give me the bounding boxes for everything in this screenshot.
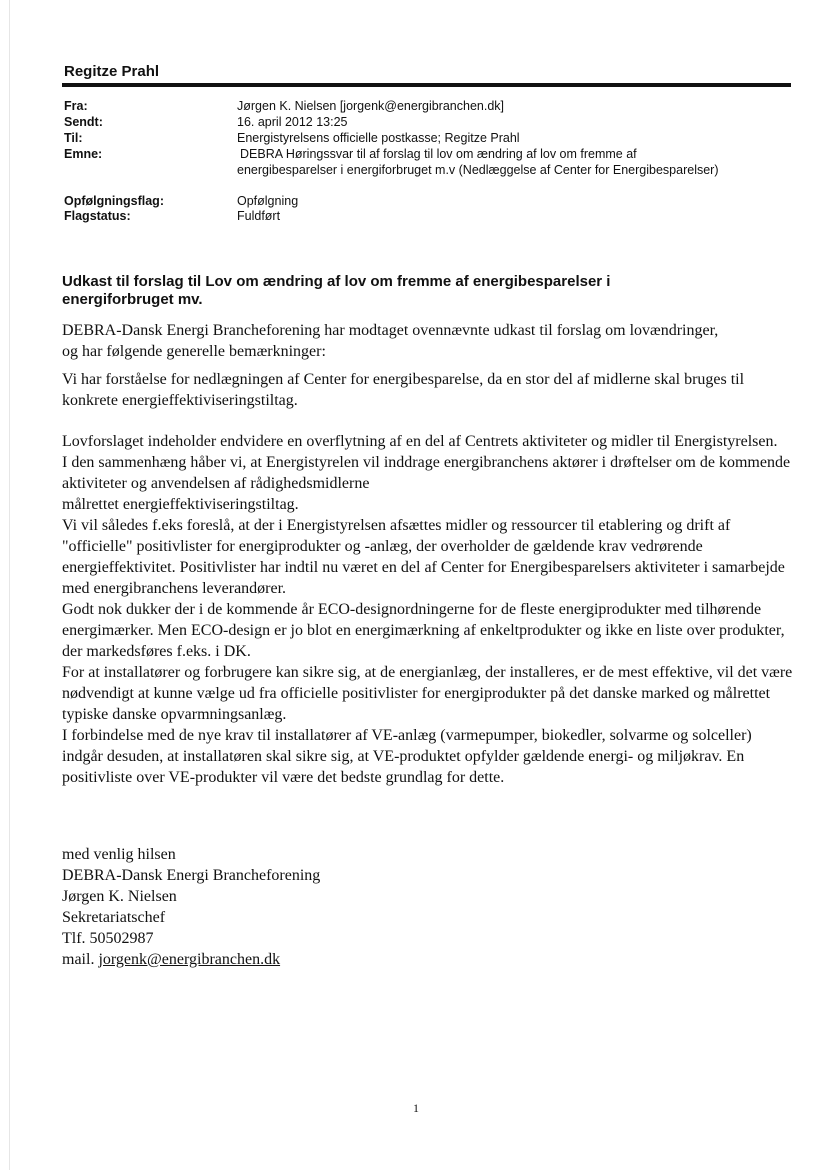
letter-title — [62, 273, 762, 309]
flag-label-status: Flagstatus: — [64, 209, 131, 223]
field-label-subject: Emne: — [64, 147, 103, 161]
signature-mail-prefix: mail. — [62, 951, 99, 968]
signature-mail-line — [62, 949, 320, 970]
header-rule — [62, 83, 791, 87]
main-line-3: målrettet energieffektiviseringstiltag. — [62, 496, 299, 513]
paragraph-main — [62, 431, 794, 788]
paragraph-understanding-text: Vi har forståelse for nedlægningen af Center for energibesparelse, da en stor del af midlerne skal bruges til konkrete energieffektiviseringstiltag. — [62, 371, 745, 409]
signature-title: Sekretariatschef — [62, 909, 166, 926]
scan-edge-line — [9, 0, 10, 1170]
main-line-2: I den sammenhæng håber vi, at Energistyrelen vil inddrage energibranchens aktører i drøftelser om de kommende aktiviteter og anvendelsen af rådighedsmidlerne — [62, 454, 791, 492]
signature-phone: Tlf. 50502987 — [62, 930, 154, 947]
paragraph-understanding — [62, 369, 792, 411]
letter-title-line-1: Udkast til forslag til Lov om ændring af lov om fremme af energibesparelser i — [62, 273, 611, 290]
paragraph-intro-text: DEBRA-Dansk Energi Brancheforening har modtaget ovennævnte udkast til forslag om lovændringer, og har følgende generelle bemærkninger: — [62, 322, 719, 360]
main-line-4: Vi vil således f.eks foreslå, at der i Energistyrelsen afsættes midler og ressourcer til etablering og drift af "officielle" positivlister for energiprodukter og -anlæg, der overholder de gældende krav vedrørende energieffektivitet. Positivlister har indtil nu været en del af Center for Energibesparelsers aktiviteter i samarbejde med energibranchens leverandører. — [62, 517, 785, 597]
field-value-from: Jørgen K. Nielsen [jorgenk@energibranchen.dk] — [237, 99, 504, 113]
field-label-to: Til: — [64, 131, 83, 145]
paragraph-intro — [62, 320, 722, 362]
main-line-6: For at installatører og forbrugere kan sikre sig, at de energianlæg, der installeres, er de mest effektive, vil det være nødvendigt at kunne vælge ud fra officielle positivlister for energiprodukter på det danske marked og målrettet typiske danske opvarmningsanlæg. — [62, 664, 793, 723]
letter-title-line-2: energiforbruget mv. — [62, 291, 203, 308]
sender-name: Regitze Prahl — [64, 63, 160, 80]
main-line-7: I forbindelse med de nye krav til installatører af VE-anlæg (varmepumper, biokedler, solvarme og solceller) indgår desuden, at installatøren skal sikre sig, at VE-produktet opfylder gældende energi- og miljøkrav. En positivliste over VE-produkter vil være det bedste grundlag for dette. — [62, 727, 752, 786]
signature-organization: DEBRA-Dansk Energi Brancheforening — [62, 867, 321, 884]
signature-block — [62, 844, 320, 970]
field-value-sent: 16. april 2012 13:25 — [237, 115, 348, 129]
flag-label-followup: Opfølgningsflag: — [64, 194, 164, 208]
main-line-5: Godt nok dukker der i de kommende år ECO-designordningerne for de fleste energiprodukter med tilhørende energimærker. Men ECO-design er jo blot en energimærkning af enkeltprodukter og ikke en liste over produkter, der markedsføres f.eks. i DK. — [62, 601, 785, 660]
field-label-from: Fra: — [64, 99, 88, 113]
field-label-sent: Sendt: — [64, 115, 103, 129]
signature-mail-link[interactable]: jorgenk@energibranchen.dk — [98, 951, 281, 968]
signature-greeting: med venlig hilsen — [62, 846, 176, 863]
page-number: 1 — [413, 1101, 419, 1115]
signature-name: Jørgen K. Nielsen — [62, 888, 177, 905]
flag-value-status: Fuldført — [237, 209, 281, 223]
flag-value-followup: Opfølgning — [237, 194, 299, 208]
field-value-subject: DEBRA Høringssvar til af forslag til lov om ændring af lov om fremme af — [240, 147, 637, 161]
field-value-subject-cont: energibesparelser i energiforbruget m.v (Nedlæggelse af Center for Energibesparelser) — [237, 163, 719, 177]
main-line-1: Lovforslaget indeholder endvidere en overflytning af en del af Centrets aktiviteter og midler til Energistyrelsen. — [62, 433, 778, 450]
field-value-to: Energistyrelsens officielle postkasse; Regitze Prahl — [237, 131, 520, 145]
